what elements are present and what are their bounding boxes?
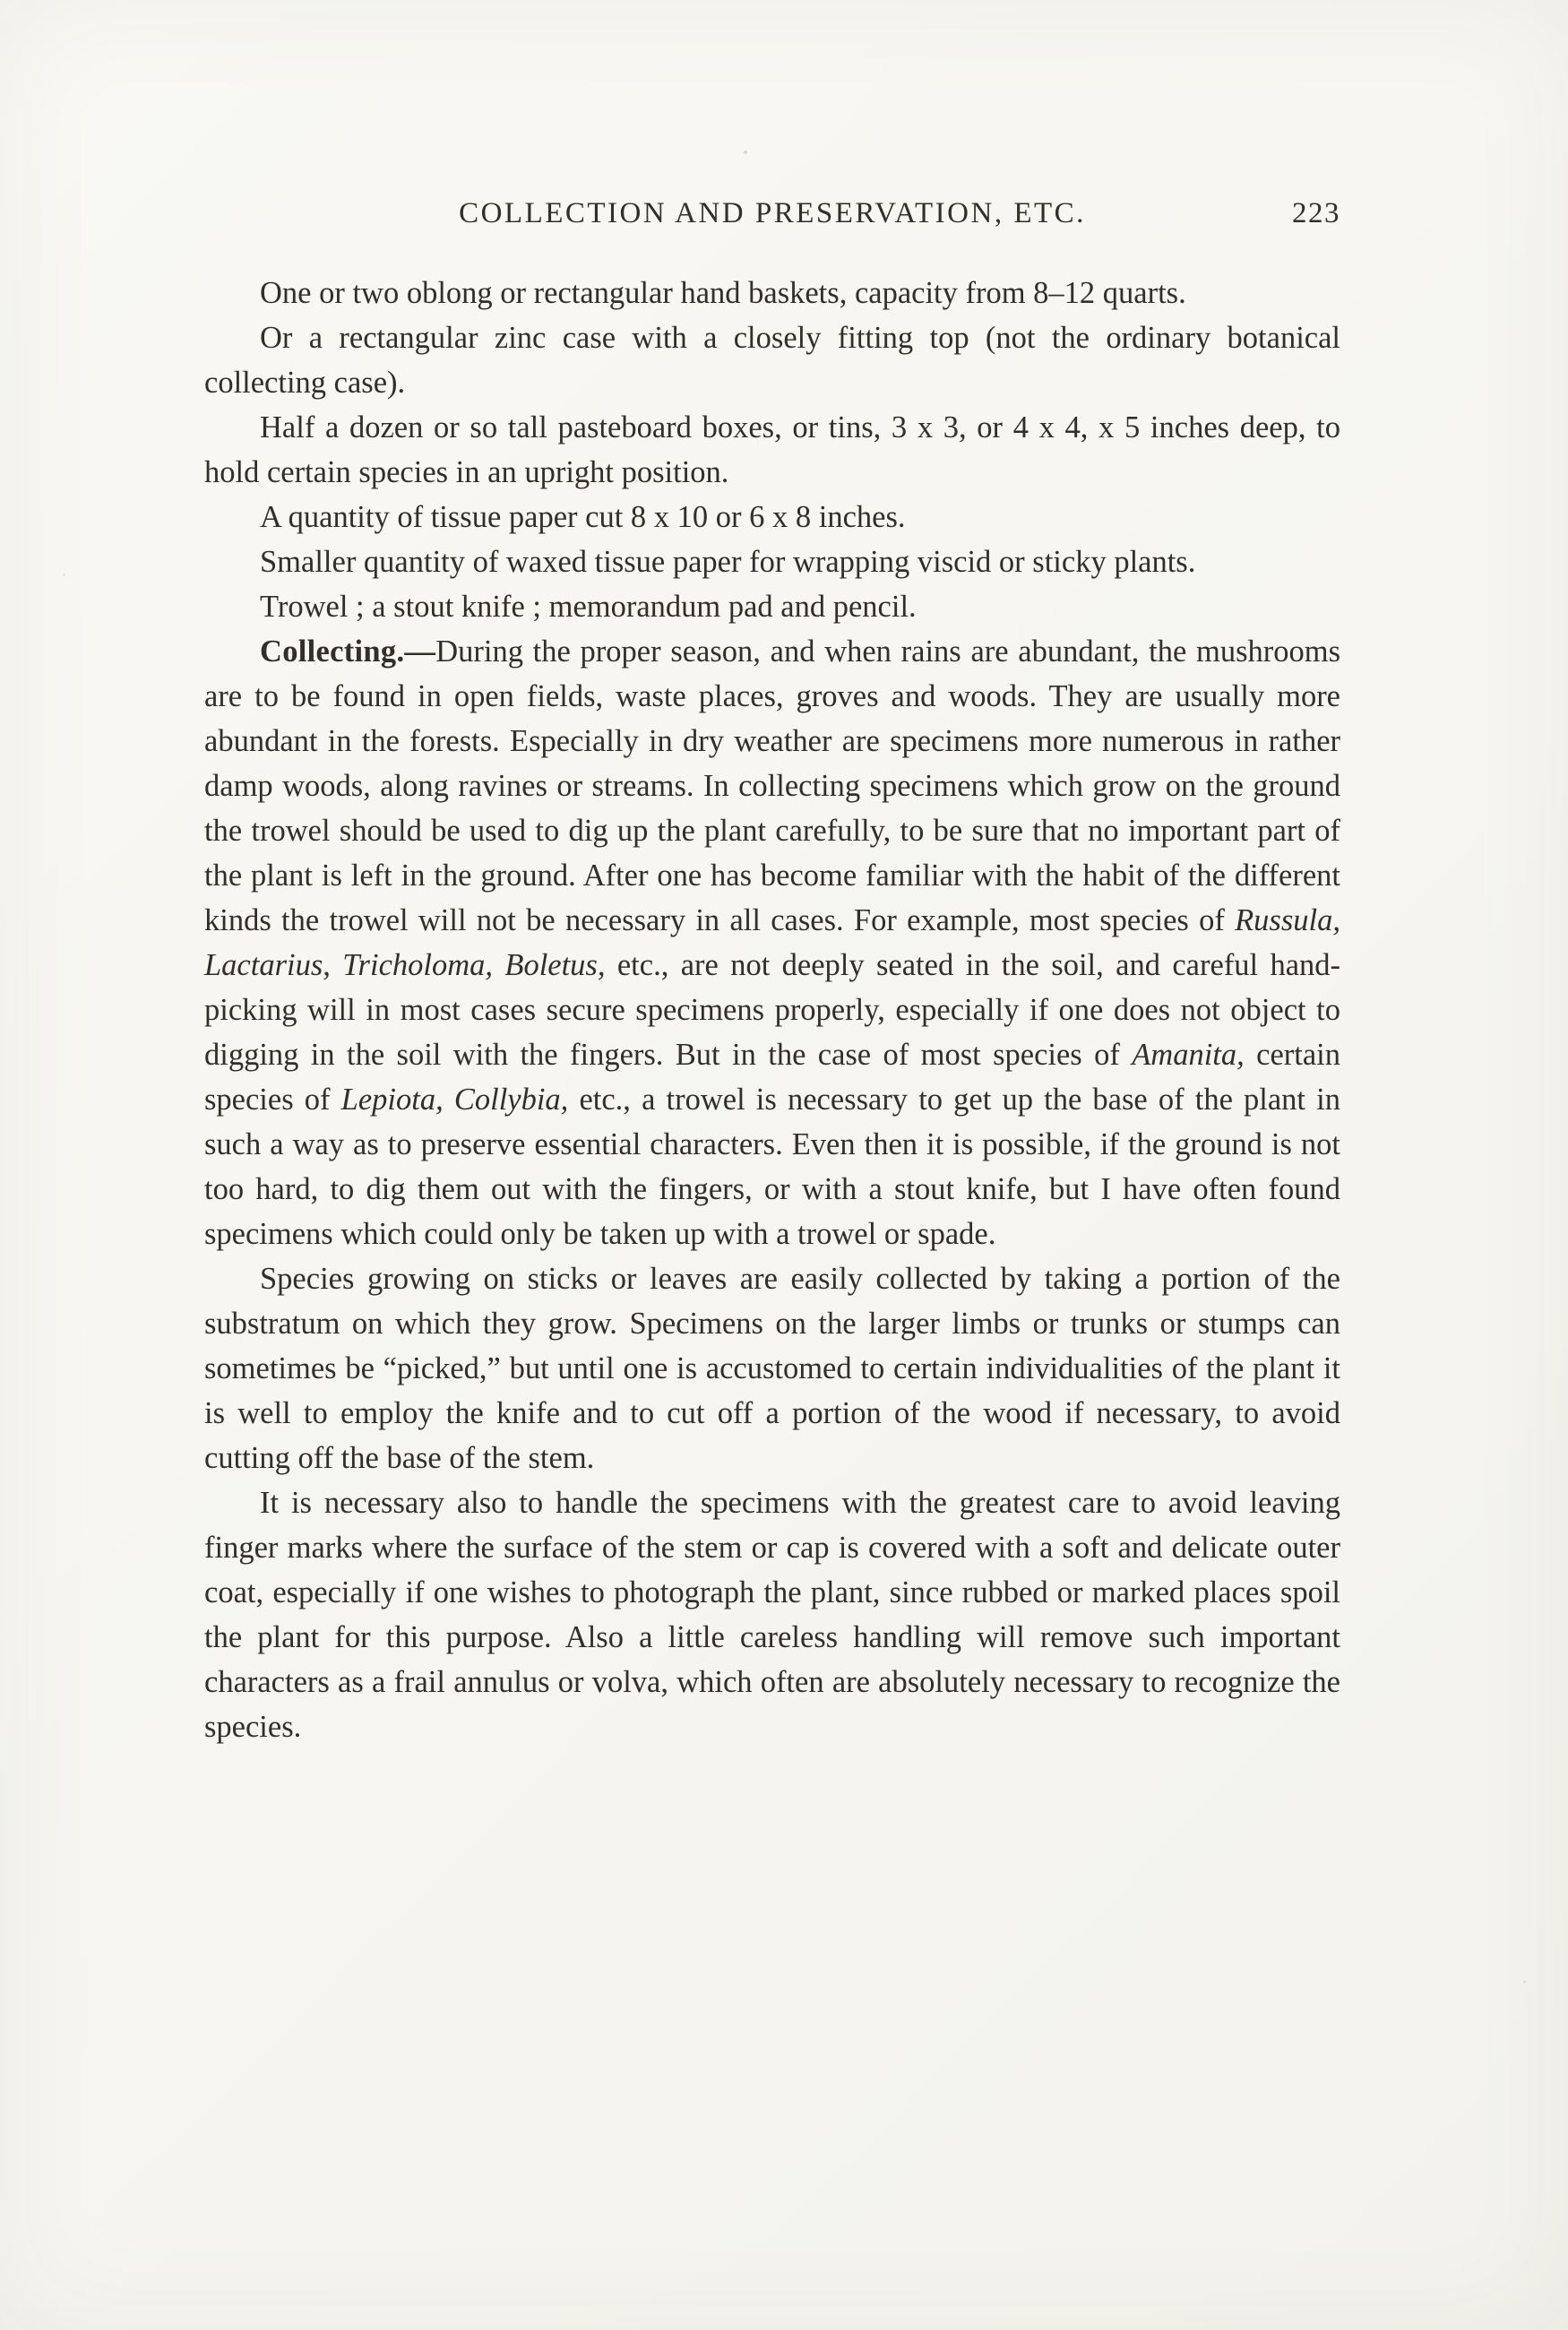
scan-speck (63, 574, 65, 576)
paragraph-text: Half a dozen or so tall pasteboard boxes, or tins, 3 x 3, or 4 x 4, x 5 inches deep, to hold certain species in an upright position. (204, 410, 1340, 489)
chapter-header: COLLECTION AND PRESERVATION, ETC. (459, 197, 1086, 229)
paragraph-zinc-case (204, 315, 1340, 405)
paragraph-tissue-paper (204, 495, 1340, 539)
paragraph-text: During the proper season, and when rains are abundant, the mushrooms are to be found in open fields, waste places, groves and woods. They are usually more abundant in the forests. Especially in dry weather are specimens more numerous in rather damp woods, along ravines or streams. In collecting specimens which grow on the ground the trowel should be used to dig up the plant carefully, to be sure that no important part of the plant is left in the ground. After one has become familiar with the habit of the different kinds the trowel will not be necessary in all cases. For example, most species of (204, 634, 1340, 937)
paragraph-baskets (204, 271, 1340, 315)
paragraph-text: A quantity of tissue paper cut 8 x 10 or 6 x 8 inches. (260, 500, 906, 534)
paragraph-tools (204, 584, 1340, 629)
paragraph-text: It is necessary also to handle the specimens with the greatest care to avoid leaving finger marks where the surface of the stem or cap is covered with a soft and delicate outer coat, especially if one wishes to photograph the plant, since rubbed or marked places spoil the plant for this purpose. Also a little careless handling will remove such important characters as a frail annulus or volva, which often are absolutely necessary to recognize the species. (204, 1486, 1340, 1744)
paragraph-waxed-paper (204, 539, 1340, 584)
paragraph-sticks-leaves (204, 1256, 1340, 1480)
paragraph-text: etc., a trowel is necessary to get up the base of the plant in such a way as to preserve essential characters. Even then it is possible, if the ground is not too hard, to dig them out with the fingers, or with a stout knife, but I have often found specimens which could only be taken up with a trowel or spade. (204, 1083, 1340, 1251)
paragraph-collecting (204, 629, 1340, 1256)
paragraph-pasteboard-boxes (204, 405, 1340, 495)
paragraph-text: certain species of (204, 1038, 1340, 1117)
genus-names-italic: Lepiota, Collybia, (340, 1083, 569, 1117)
text-block (204, 271, 1340, 1749)
paragraph-text: One or two oblong or rectangular hand baskets, capacity from 8–12 quarts. (260, 276, 1186, 310)
paragraph-text: Smaller quantity of waxed tissue paper for wrapping viscid or sticky plants. (260, 545, 1196, 579)
scan-speck (744, 151, 747, 154)
genus-name-italic: Amanita, (1132, 1038, 1245, 1072)
scan-speck (1523, 1980, 1526, 1983)
paragraph-handling (204, 1480, 1340, 1749)
running-head (204, 197, 1340, 230)
paragraph-text: Trowel ; a stout knife ; memorandum pad and pencil. (260, 590, 917, 624)
paragraph-text: etc., are not deeply seated in the soil, and careful hand-picking will in most cases secure specimens properly, especially if one does not object to digging in the soil with the fingers. But in the case of most species of (204, 948, 1341, 1072)
collecting-lead-in: Collecting.— (260, 634, 436, 669)
page-number: 223 (1292, 197, 1340, 229)
paragraph-text: Species growing on sticks or leaves are easily collected by taking a portion of the substratum on which they grow. Specimens on the larger limbs or trunks or stumps can sometimes be “picked,” but until one is accustomed to certain individualities of the plant it is well to employ the knife and to cut off a portion of the wood if necessary, to avoid cutting off the base of the stem. (204, 1262, 1340, 1475)
genus-names-italic: Russula, Lactarius, Tricholoma, Boletus, (204, 903, 1340, 982)
paragraph-text: Or a rectangular zinc case with a closely fitting top (not the ordinary botanical collecting case). (204, 321, 1340, 400)
